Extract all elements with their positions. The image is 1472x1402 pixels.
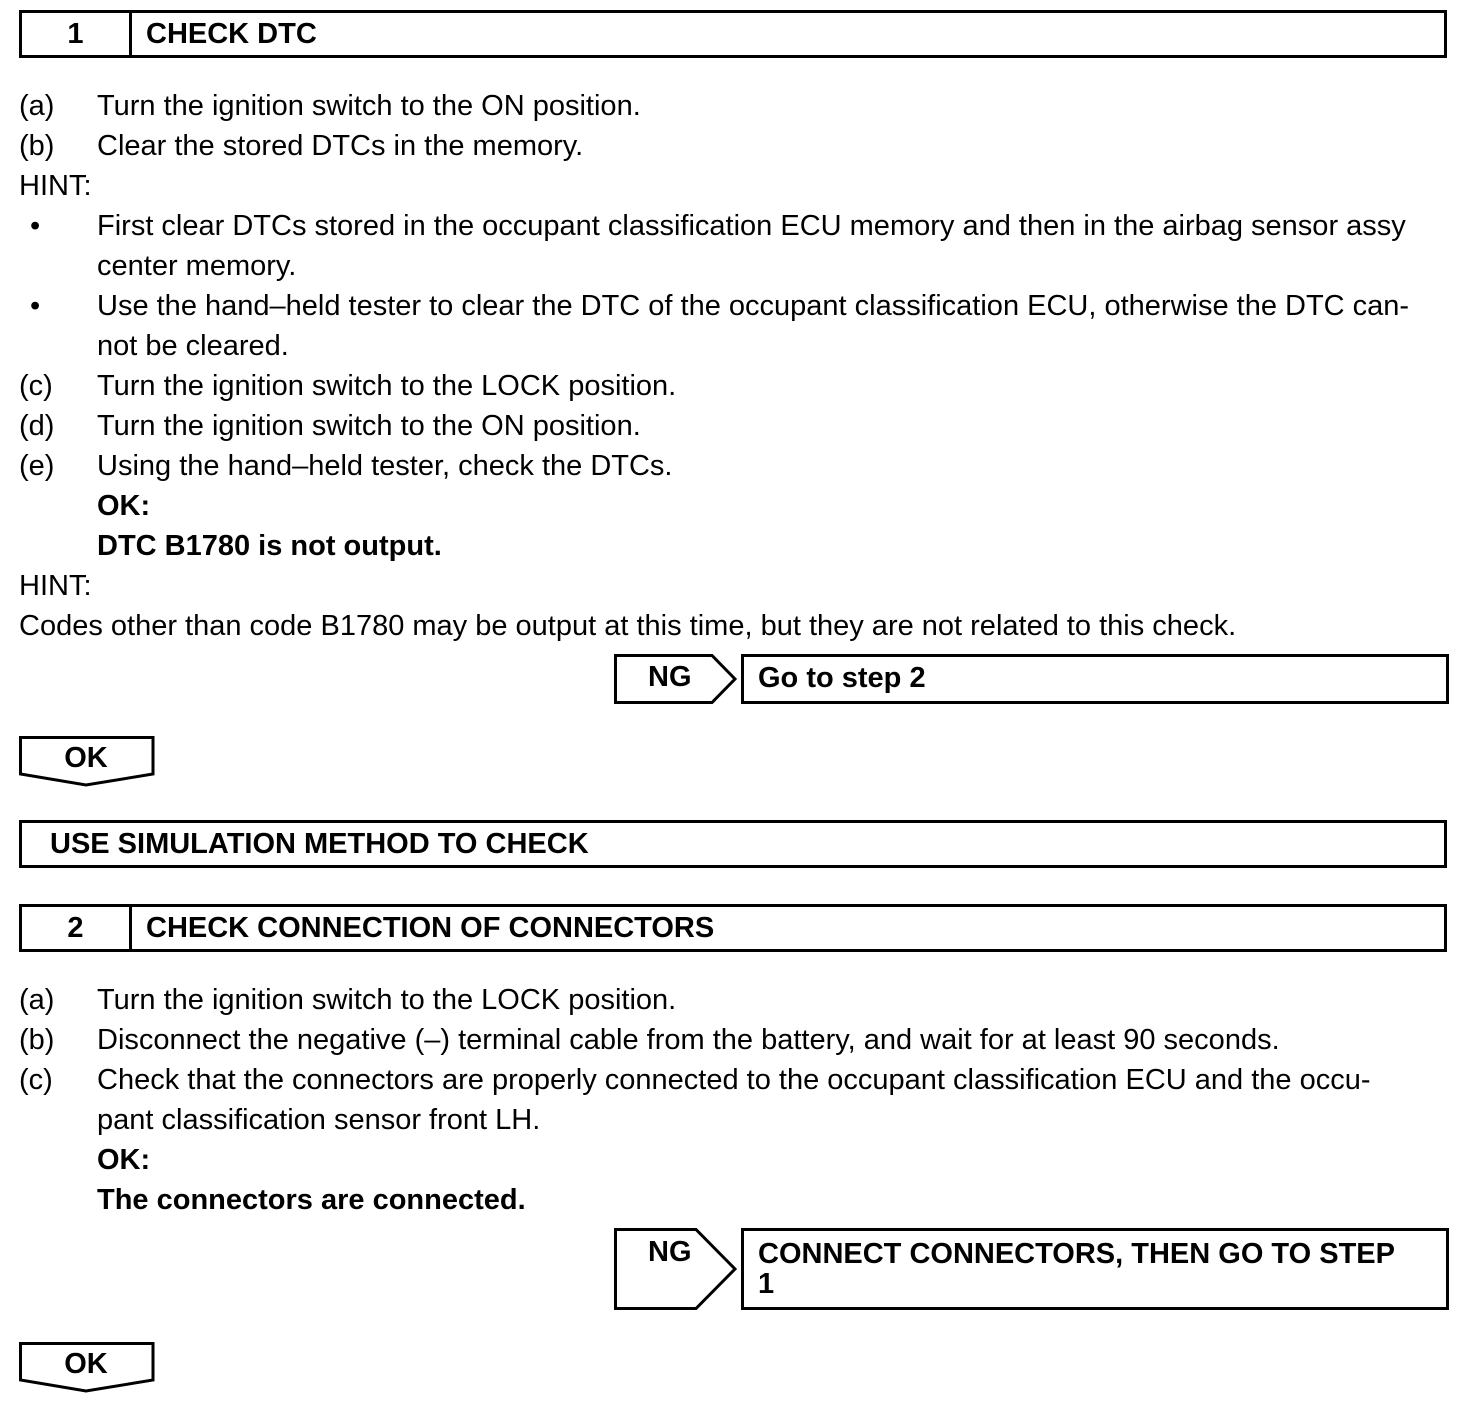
step-2-header [19, 904, 1447, 952]
ok-arrow [19, 736, 157, 788]
ng-arrow [614, 1228, 738, 1310]
ng-result-text: Go to step 2 [758, 662, 926, 694]
ng-label: NG [648, 1236, 692, 1268]
item-label: (c) [19, 370, 53, 402]
step-number: 1 [22, 13, 132, 55]
hint-label: HINT: [19, 170, 92, 202]
item-label: (c) [19, 1064, 53, 1096]
hint-label: HINT: [19, 570, 92, 602]
bullet-text: Use the hand–held tester to clear the DTC of the occupant classification ECU, otherwise the DTC can- [97, 290, 1410, 322]
bullet-icon: • [30, 290, 41, 322]
item-text: Check that the connectors are properly connected to the occupant classification ECU and the occu- [97, 1064, 1371, 1096]
ok-arrow [19, 1342, 157, 1394]
step-1-header [19, 10, 1447, 58]
item-text-cont: pant classification sensor front LH. [97, 1104, 541, 1136]
item-text: Using the hand–held tester, check the DTCs. [97, 450, 673, 482]
item-text: Disconnect the negative (–) terminal cable from the battery, and wait for at least 90 seconds. [97, 1024, 1280, 1056]
item-label: (d) [19, 410, 55, 442]
item-label: (a) [19, 984, 55, 1016]
ok-label: OK [64, 1348, 108, 1380]
item-text: Clear the stored DTCs in the memory. [97, 130, 584, 162]
ng-label: NG [648, 661, 692, 693]
bullet-icon: • [30, 210, 41, 242]
item-text: Turn the ignition switch to the LOCK position. [97, 370, 677, 402]
bullet-text-cont: center memory. [97, 250, 297, 282]
ng-result-box [741, 654, 1449, 704]
bullet-text: First clear DTCs stored in the occupant classification ECU memory and then in the airbag sensor assy [97, 210, 1406, 242]
ng-result-text-cont: 1 [758, 1268, 775, 1300]
ok-label: OK [64, 742, 108, 774]
ok-criteria-label: OK: [97, 1144, 151, 1176]
hint-text: Codes other than code B1780 may be output at this time, but they are not related to this check. [19, 610, 1237, 642]
item-label: (e) [19, 450, 55, 482]
step-title: CHECK DTC [146, 18, 317, 50]
item-label: (b) [19, 130, 55, 162]
ok-criteria-text: DTC B1780 is not output. [97, 530, 442, 562]
step-number: 2 [22, 907, 132, 949]
ng-arrow [614, 654, 738, 704]
item-label: (b) [19, 1024, 55, 1056]
item-text: Turn the ignition switch to the ON position. [97, 90, 641, 122]
step-title: CHECK CONNECTION OF CONNECTORS [146, 912, 715, 944]
item-label: (a) [19, 90, 55, 122]
simulation-title: USE SIMULATION METHOD TO CHECK [50, 828, 589, 860]
ok-criteria-label: OK: [97, 490, 151, 522]
bullet-text-cont: not be cleared. [97, 330, 289, 362]
simulation-header [19, 820, 1447, 868]
item-text: Turn the ignition switch to the ON position. [97, 410, 641, 442]
ng-result-text: CONNECT CONNECTORS, THEN GO TO STEP [758, 1238, 1395, 1270]
ng-result-box [741, 1228, 1449, 1310]
item-text: Turn the ignition switch to the LOCK position. [97, 984, 677, 1016]
ok-criteria-text: The connectors are connected. [97, 1184, 526, 1216]
